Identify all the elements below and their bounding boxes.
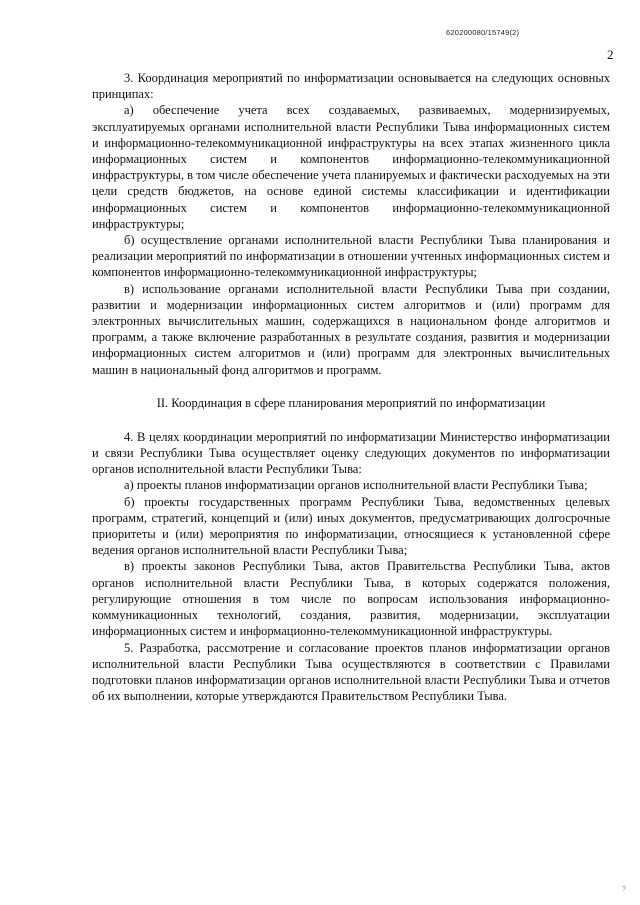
paragraph-principle-c: в) использование органами исполнительной власти Республики Тыва при создании, развитии и модернизации информационных систем алгоритмов и (или) программ для электронных вычислительных машин, содержащихся в национальном фонде алгоритмов и программ, а также включение разработанных в результате создания, развития и модернизации информационных систем алгоритмов и (или) программ для электронных вычислительных машин в национальный фонд алгоритмов и программ. — [92, 281, 610, 377]
paragraph-item-5: 5. Разработка, рассмотрение и согласование проектов планов информатизации органов исполнительной власти Республики Тыва осуществляются в соответствии с Правилами подготовки планов информатизации органов исполнительной власти Республики Тыва и отчетов об их выполнении, которые утверждаются Правительством Республики Тыва. — [92, 640, 610, 704]
paragraph-item-4: 4. В целях координации мероприятий по информатизации Министерство информатизации и связи Республики Тыва осуществляет оценку следующих документов по информатизации органов исполнительной власти Республики Тыва: — [92, 429, 610, 477]
document-body — [92, 70, 610, 704]
paragraph-principle-a: а) обеспечение учета всех создаваемых, развиваемых, модернизируемых, эксплуатируемых органами исполнительной власти Республики Тыва информационных систем и информационно-телекоммуникационной инфраструктуры на всех этапах жизненного цикла информационных систем и компонентов информационно-телекоммуникационной инфраструктуры, в том числе обеспечение учета планируемых и фактически расходуемых на эти цели средств бюджетов, на основе единой системы классификации и идентификации информационных систем и компонентов информационно-телекоммуникационной инфраструктуры; — [92, 103, 610, 231]
paragraph-principle-b: б) осуществление органами исполнительной власти Республики Тыва планирования и реализации мероприятий по информатизации в отношении учтенных информационных систем и компонентов информационно-телекоммуникационной инфраструктуры; — [92, 233, 610, 280]
paragraph-item-4a: а) проекты планов информатизации органов исполнительной власти Республики Тыва; — [124, 478, 588, 493]
paragraph-item-4b: б) проекты государственных программ Республики Тыва, ведомственных целевых программ, стратегий, концепций и (или) иных документов, предусматривающих долгосрочные приоритеты и (или) мероприятия по информатизации, относящиеся к установленной сфере ведения органов исполнительной власти Республики Тыва; — [92, 494, 610, 558]
section-heading: II. Координация в сфере планирования мероприятий по информатизации — [156, 395, 546, 410]
page-number: 2 — [607, 47, 614, 62]
document-registration-number: 620200080/15749(2) — [446, 28, 520, 37]
paragraph-principles-intro: 3. Координация мероприятий по информатизации основывается на следующих основных принципах: — [92, 71, 610, 102]
paragraph-item-4c: в) проекты законов Республики Тыва, актов Правительства Республики Тыва, актов органов исполнительной власти Республики Тыва, в которых содержатся положения, регулирующие отношения в том числе по вопросам использования информационно-коммуникационных технологий, создания, развития, модернизации, эксплуатации информационных систем и информационно-телекоммуникационной инфраструктуры. — [92, 559, 610, 639]
scan-mark: ? — [622, 886, 626, 893]
